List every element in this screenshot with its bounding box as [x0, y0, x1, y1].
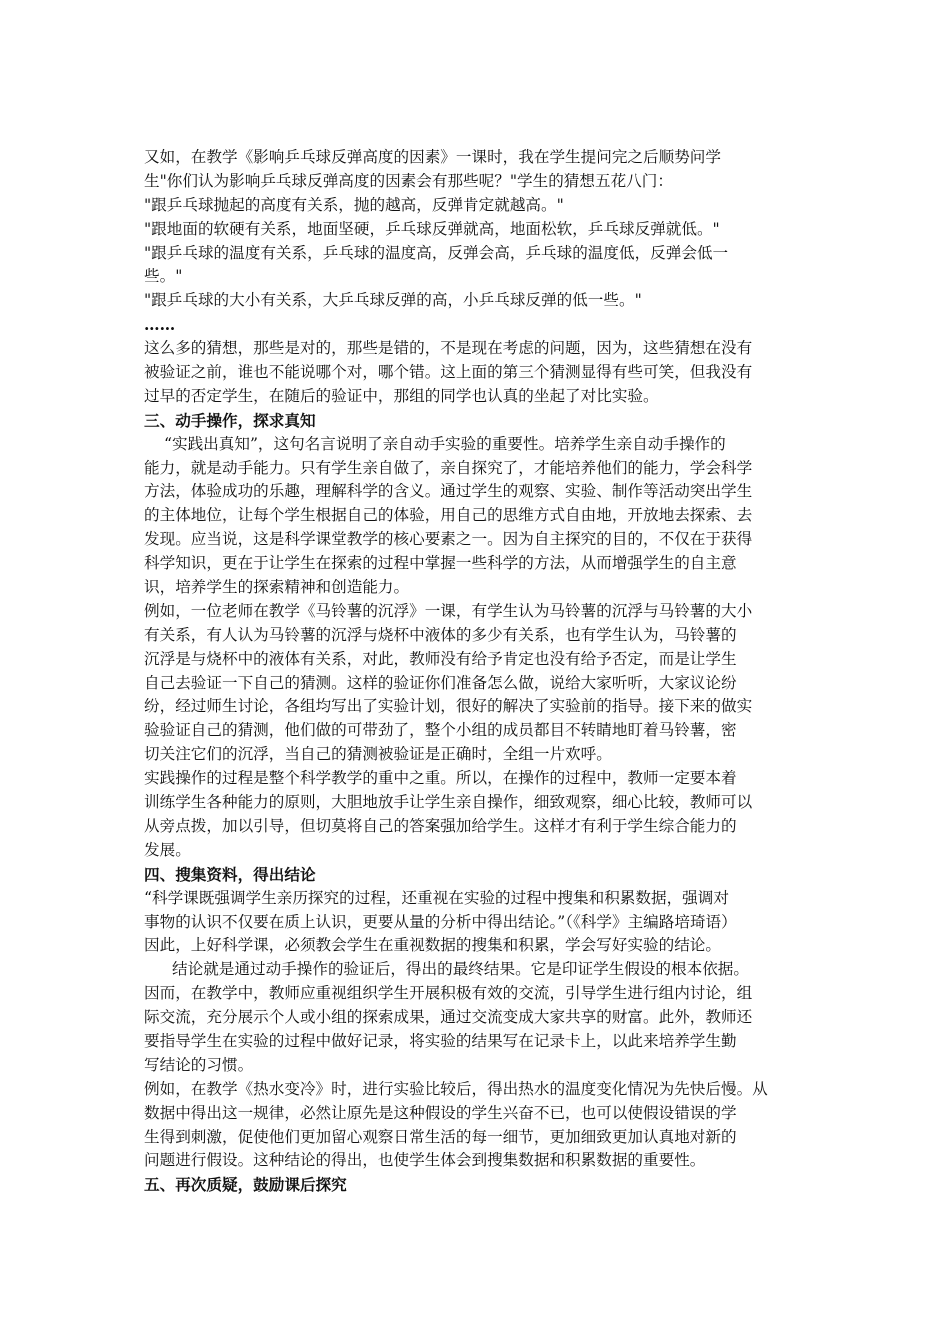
text-line: 生得到刺激，促使他们更加留心观察日常生活的每一细节，更加细致更加认真地对新的 [144, 1127, 737, 1146]
text-line: 生"你们认为影响乒乓球反弹高度的因素会有那些呢？"学生的猜想五花八门： [144, 171, 673, 190]
text-line: 实践操作的过程是整个科学教学的重中之重。所以，在操作的过程中，教师一定要本着 [144, 769, 737, 788]
text-line: 些。" [144, 267, 183, 286]
section-heading-line: 四、搜集资料，得出结论 [144, 864, 316, 884]
text-line: 例如，一位老师在教学《马铃薯的沉浮》一课，有学生认为马铃薯的沉浮与马铃薯的大小 [144, 601, 753, 620]
text-line: 又如，在教学《影响乒乓球反弹高度的因素》一课时，我在学生提问完之后顺势问学 [144, 148, 721, 166]
text-line: 因此，上好科学课，必须教会学生在重视数据的搜集和积累，学会写好实验的结论。 [144, 936, 721, 955]
text-line: 例如，在教学《热水变冷》时，进行实验比较后，得出热水的温度变化情况为先快后慢。从 [144, 1079, 768, 1098]
text-line: 写结论的习惯。 [144, 1055, 254, 1074]
text-line: 数据中得出这一规律，必然让原先是这种假设的学生兴奋不已，也可以使假设错误的学 [144, 1103, 737, 1122]
text-line: "跟地面的软硬有关系，地面坚硬，乒乓球反弹就高，地面松软，乒乓球反弹就低。" [144, 219, 720, 238]
text-line: "跟乒乓球的大小有关系，大乒乓球反弹的高，小乒乓球反弹的低一些。" [144, 291, 642, 310]
text-line: 问题进行假设。这种结论的得出，也使学生体会到搜集数据和积累数据的重要性。 [144, 1151, 706, 1170]
text-line: 被验证之前，谁也不能说哪个对，哪个错。这上面的第三个猜测显得有些可笑，但我没有 [144, 363, 753, 382]
text-line: 科学知识，更在于让学生在探索的过程中掌握一些科学的方法，从而增强学生的自主意 [144, 554, 737, 573]
text-line: 训练学生各种能力的原则，大胆地放手让学生亲自操作，细致观察，细心比较，教师可以 [144, 793, 753, 812]
text-line: 从旁点拨，加以引导，但切莫将自己的答案强加给学生。这样才有利于学生综合能力的 [144, 816, 737, 835]
text-line: 的主体地位，让每个学生根据自己的体验，用自己的思维方式自由地，开放地去探索、去 [144, 506, 753, 525]
text-line: 切关注它们的沉浮，当自己的猜测被验证是正确时，全组一片欢呼。 [144, 745, 612, 764]
text-line: 能力，就是动手能力。只有学生亲自做了，亲自探究了，才能培养他们的能力，学会科学 [144, 458, 753, 477]
text-line: 自己去验证一下自己的猜测。这样的验证你们准备怎么做，说给大家听听，大家议论纷 [144, 673, 737, 692]
text-line: 事物的认识不仅要在质上认识，更要从量的分析中得出结论。”（《科学》主编路培琦语） [144, 912, 737, 931]
text-line: “实践出真知”，这句名言说明了亲自动手实验的重要性。培养学生亲自动手操作的 [164, 434, 726, 453]
section-heading-line: …… [144, 315, 176, 335]
text-line: 验验证自己的猜测，他们做的可带劲了，整个小组的成员都目不转睛地盯着马铃薯，密 [144, 721, 737, 740]
text-line: 发展。 [144, 840, 191, 859]
text-line: 纷，经过师生讨论，各组均写出了实验计划，很好的解决了实验前的指导。接下来的做实 [144, 697, 753, 716]
text-line: 沉浮是与烧杯中的液体有关系，对此，教师没有给予肯定也没有给予否定，而是让学生 [144, 649, 737, 668]
text-line: "跟乒乓球的温度有关系，乒乓球的温度高，反弹会高，乒乓球的温度低，反弹会低一 [144, 243, 729, 262]
text-line: 识，培养学生的探索精神和创造能力。 [144, 578, 410, 597]
text-line: 有关系，有人认为马铃薯的沉浮与烧杯中液体的多少有关系，也有学生认为，马铃薯的 [144, 625, 737, 644]
text-line: 方法，体验成功的乐趣，理解科学的含义。通过学生的观察、实验、制作等活动突出学生 [144, 482, 753, 501]
text-line: 发现。应当说，这是科学课堂教学的核心要素之一。因为自主探究的目的，不仅在于获得 [144, 530, 753, 549]
text-line: 这么多的猜想，那些是对的，那些是错的，不是现在考虑的问题，因为，这些猜想在没有 [144, 339, 753, 358]
document-page [144, 146, 812, 1197]
section-heading-line: 三、动手操作，探求真知 [144, 410, 316, 430]
text-line: 过早的否定学生，在随后的验证中，那组的同学也认真的坐起了对比实验。 [144, 386, 659, 405]
text-line: "跟乒乓球抛起的高度有关系，抛的越高，反弹肯定就越高。" [144, 195, 564, 214]
text-line: 要指导学生在实验的过程中做好记录，将实验的结果写在记录卡上，以此来培养学生勤 [144, 1031, 737, 1050]
text-line: 因而，在教学中，教师应重视组织学生开展积极有效的交流，引导学生进行组内讨论，组 [144, 984, 753, 1003]
text-line: 结论就是通过动手操作的验证后，得出的最终结果。它是印证学生假设的根本依据。 [172, 960, 749, 979]
text-line: “科学课既强调学生亲历探究的过程，还重视在实验的过程中搜集和积累数据，强调对 [144, 888, 729, 907]
section-heading-line: 五、再次质疑，鼓励课后探究 [144, 1175, 347, 1195]
text-line: 际交流，充分展示个人或小组的探索成果，通过交流变成大家共享的财富。此外，教师还 [144, 1008, 753, 1027]
